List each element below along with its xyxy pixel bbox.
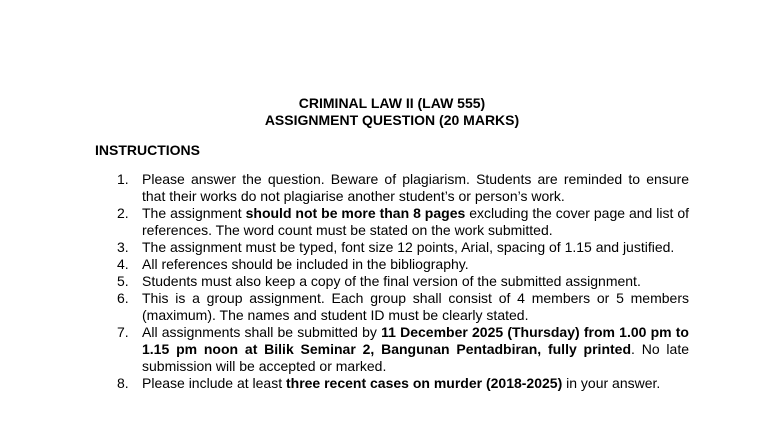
instruction-number: 6. <box>117 290 129 306</box>
instruction-text <box>142 324 689 374</box>
instruction-segment: The assignment must be typed, font size 12 points, Arial, spacing of 1.15 and justified. <box>142 239 675 255</box>
instruction-number: 1. <box>117 171 129 187</box>
instruction-segment-bold: three recent cases on murder (2018-2025) <box>285 375 563 391</box>
instruction-text <box>142 256 469 272</box>
instruction-item-7 <box>0 324 689 375</box>
instruction-number: 8. <box>117 375 129 391</box>
instruction-segment: excluding the cover page and list of references. The word count must be stated on the work submitted. <box>142 205 690 238</box>
instructions-heading: INSTRUCTIONS <box>95 142 200 158</box>
instruction-number: 7. <box>117 324 129 340</box>
instruction-text <box>142 239 674 255</box>
instruction-number: 3. <box>117 239 129 255</box>
instruction-number: 2. <box>117 205 129 221</box>
instruction-item-3 <box>0 239 689 256</box>
instruction-segment: Please include at least <box>142 375 286 391</box>
document-title-line2: ASSIGNMENT QUESTION (20 MARKS) <box>264 112 520 128</box>
document-title-line1: CRIMINAL LAW II (LAW 555) <box>298 95 486 111</box>
instruction-text <box>142 273 641 289</box>
instruction-segment: in your answer. <box>562 375 661 391</box>
instruction-item-2 <box>0 205 689 239</box>
instruction-item-6 <box>0 290 689 324</box>
instruction-segment: This is a group assignment. Each group shall consist of 4 members or 5 members (maximum). The names and student ID must be clearly stated. <box>142 290 689 323</box>
instruction-segment-bold: should not be more than 8 pages <box>245 205 466 221</box>
instruction-item-4 <box>0 256 689 273</box>
instruction-segment: The assignment <box>142 205 246 221</box>
instruction-number: 5. <box>117 273 129 289</box>
instruction-item-5 <box>0 273 689 290</box>
instruction-text <box>142 290 689 323</box>
instruction-text <box>142 205 689 238</box>
instruction-segment: Please answer the question. Beware of plagiarism. Students are reminded to ensure that their works do not plagiarise another student’s or person’s work. <box>142 171 689 204</box>
instruction-number: 4. <box>117 256 129 272</box>
instruction-item-1 <box>0 171 689 205</box>
instruction-item-8 <box>0 375 689 392</box>
instruction-segment: All assignments shall be submitted by <box>142 324 382 340</box>
instruction-text <box>142 171 689 204</box>
instruction-text <box>142 375 660 391</box>
instruction-segment: Students must also keep a copy of the final version of the submitted assignment. <box>142 273 641 289</box>
instruction-segment-bold: 11 December 2025 (Thursday) from 1.00 pm to 1.15 pm noon at Bilik Seminar 2, Bangunan Pentadbiran, fully printed <box>142 324 689 357</box>
instruction-segment: . No late submission will be accepted or marked. <box>142 341 690 374</box>
instructions-list <box>0 171 784 392</box>
instruction-segment: All references should be included in the bibliography. <box>142 256 469 272</box>
